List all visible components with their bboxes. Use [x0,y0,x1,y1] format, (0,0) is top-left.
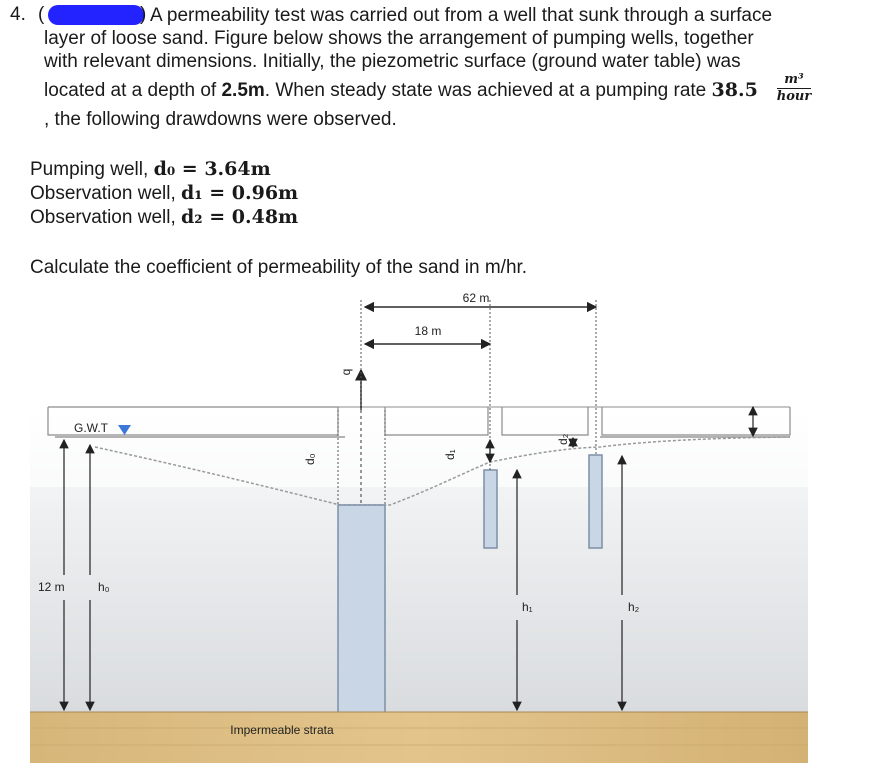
drawdown-label: Observation well, [30,207,182,228]
h0-label: h₀ [98,580,110,594]
drawdown-label: Pumping well, [30,159,154,180]
gwt-label: G.W.T [74,421,108,435]
observation-well-1 [484,470,497,548]
drawdown-value: = 0.96m [202,182,299,204]
question-line-3: with relevant dimensions. Initially, the piezometric surface (ground water table) was [44,51,741,72]
drawdown-value: = 0.48m [202,206,299,228]
depth-value: 2.5m [221,80,265,101]
depth-pre: located at a depth of [44,80,222,101]
question-line-1: A permeability test was carried out from a well that sunk through a surface [150,5,773,26]
close-paren: ) [140,4,147,25]
drawdown-value: = 3.64m [175,158,271,180]
drawdown-symbol: d₁ [181,182,203,204]
impermeable-strata [30,712,808,763]
d1-label: d₁ [443,449,457,460]
drawdown-symbol: d₂ [181,206,203,228]
d0-label: d₀ [303,453,317,465]
rate-pre: . When steady state was achieved at a pumping rate [264,80,712,101]
impermeable-label: Impermeable strata [230,723,334,737]
dim-62-label: 62 m [462,291,490,305]
observation-well-2 [589,455,602,548]
rate-unit-denominator: hour [776,89,812,104]
q-label: q [339,368,353,376]
h2-label: h₂ [628,600,640,614]
rate-value: 38.5 [711,79,758,101]
dim-12-label: 12 m [38,580,65,594]
open-paren: ( [38,4,45,25]
question-line-5: , the following drawdowns were observed. [44,109,397,130]
drawdown-label: Observation well, [30,183,182,204]
question-line-2: layer of loose sand. Figure below shows the arrangement of pumping wells, together [44,28,754,49]
pumping-well [338,505,385,713]
d2-label: d₂ [556,433,570,445]
question-number: 4. [10,4,26,25]
drawdown-symbol: d₀ [153,158,176,180]
dim-18-label: 18 m [414,324,442,338]
h1-label: h₁ [522,600,533,614]
rate-unit-numerator: m³ [784,72,804,87]
calculation-prompt: Calculate the coefficient of permeability of the sand in m/hr. [30,257,528,278]
